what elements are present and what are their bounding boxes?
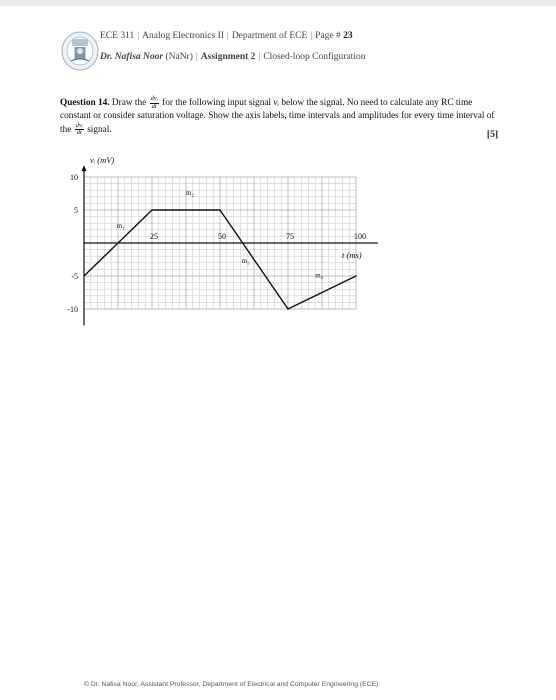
department: Department of ECE <box>231 31 308 41</box>
instructor-nickname: (NaNr) <box>165 52 193 62</box>
course-code: ECE 311 <box>100 31 135 41</box>
slope-annotation: m₂ <box>186 188 194 197</box>
derivative-numerator-2: dvᵢ <box>75 121 83 129</box>
derivative-denominator-2: dt <box>76 129 82 137</box>
y-tick-label: 5 <box>74 206 78 215</box>
x-tick-label: 75 <box>286 232 294 241</box>
slope-annotation: m₄ <box>315 271 324 280</box>
question-part-1: Draw the <box>111 98 147 109</box>
slope-annotation: m₁ <box>116 221 125 230</box>
signal-chart <box>60 150 420 335</box>
y-tick-label: -10 <box>67 305 78 314</box>
question-part-4: signal. <box>87 124 112 135</box>
page-label: Page # <box>315 31 341 41</box>
x-tick-label: 50 <box>218 232 226 241</box>
question-marks: [5] <box>486 130 498 140</box>
derivative-denominator: dt <box>151 102 157 110</box>
x-tick-label: 100 <box>354 232 366 241</box>
signal-symbol: vᵢ <box>273 98 279 109</box>
y-tick-label: -5 <box>71 272 78 281</box>
x-tick-label: 25 <box>150 232 158 241</box>
derivative-fraction-2 <box>75 123 84 137</box>
top-border <box>0 0 556 6</box>
assignment-topic: Closed-loop Configuration <box>263 52 366 62</box>
question-part-2: for the following input signal <box>162 98 272 109</box>
y-tick-label: 10 <box>70 173 78 182</box>
question-label: Question 14. <box>60 98 110 109</box>
course-subject: Analog Electronics II <box>142 31 224 41</box>
footer-copyright: © Dr. Nafisa Noor, Assistant Professor, Department of Electrical and Computer Engineering (ECE) <box>84 681 379 688</box>
header-line-1: ECE 311 | Analog Electronics II | Department of ECE | Page # 23 <box>100 31 353 41</box>
header-line-2: Dr. Nafisa Noor (NaNr) | Assignment 2 | Closed-loop Configuration <box>100 52 366 62</box>
question-part-3: below the signal. No need to calculate any RC time constant or consider saturation voltage. Show the axis labels, time intervals and amplitudes for every time interval of the <box>60 98 495 135</box>
derivative-fraction <box>150 96 159 110</box>
chart-axes <box>82 165 378 325</box>
slope-annotation: m₃ <box>241 256 250 265</box>
assignment-label: Assignment 2 <box>200 52 256 62</box>
question-text <box>60 96 498 137</box>
y-axis-arrow <box>82 165 87 171</box>
x-axis-label: t (ms) <box>342 250 362 260</box>
university-seal-icon <box>60 27 100 73</box>
derivative-numerator: dvᵢ <box>150 95 158 102</box>
page-number: 23 <box>343 31 353 41</box>
instructor-name: Dr. Nafisa Noor <box>100 52 164 62</box>
y-axis-label: vᵢ (mV) <box>90 155 115 165</box>
